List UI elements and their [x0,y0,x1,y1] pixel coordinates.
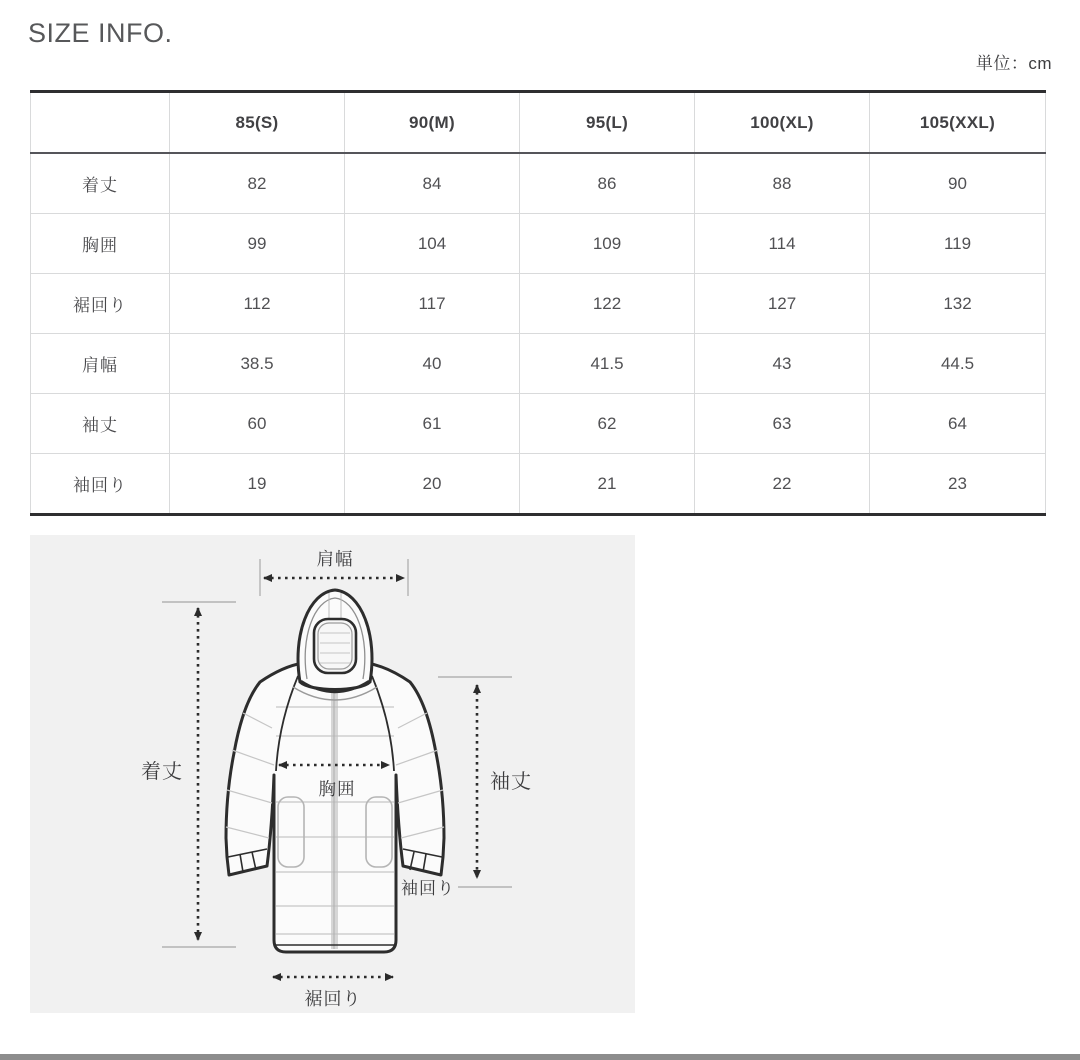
cell-value: 22 [695,454,870,515]
sleeve-length-label: 袖丈 [490,771,532,793]
cell-value: 19 [170,454,345,515]
cell-value: 40 [345,334,520,394]
cell-value: 60 [170,394,345,454]
cell-value: 23 [870,454,1046,515]
row-label-sleeve-opening: 袖回り [31,454,170,515]
header-size-105xxl: 105(XXL) [870,92,1046,154]
cell-value: 127 [695,274,870,334]
cell-value: 63 [695,394,870,454]
page-title: SIZE INFO. [28,18,173,48]
size-table-header [31,92,1046,154]
table-row [31,274,1046,334]
coat-measurement-drawing [30,535,635,1013]
cell-value: 38.5 [170,334,345,394]
cell-value: 84 [345,153,520,214]
table-row [31,153,1046,214]
cell-value: 119 [870,214,1046,274]
cell-value: 132 [870,274,1046,334]
body-length-label: 着丈 [141,761,183,783]
cell-value: 104 [345,214,520,274]
cell-value: 114 [695,214,870,274]
table-row [31,214,1046,274]
shoulder-width-label: 肩幅 [316,549,354,569]
cell-value: 44.5 [870,334,1046,394]
cell-value: 88 [695,153,870,214]
header-empty-cell [31,92,170,154]
measurement-diagram [30,535,635,1013]
header-size-100xl: 100(XL) [695,92,870,154]
table-row [31,394,1046,454]
cell-value: 86 [520,153,695,214]
row-label-sleeve-length: 袖丈 [31,394,170,454]
cell-value: 41.5 [520,334,695,394]
size-table [30,90,1046,516]
cell-value: 99 [170,214,345,274]
cell-value: 90 [870,153,1046,214]
table-row [31,334,1046,394]
header-size-95l: 95(L) [520,92,695,154]
cell-value: 122 [520,274,695,334]
cell-value: 64 [870,394,1046,454]
bottom-divider-bar [0,1054,1080,1060]
cell-value: 109 [520,214,695,274]
cell-value: 21 [520,454,695,515]
unit-label: 単位：cm [975,54,1052,73]
sleeve-opening-label: 袖回り [401,879,455,898]
cell-value: 112 [170,274,345,334]
table-header-row [31,92,1046,154]
cell-value: 61 [345,394,520,454]
row-label-shoulder: 肩幅 [31,334,170,394]
header-size-85s: 85(S) [170,92,345,154]
row-label-hem: 裾回り [31,274,170,334]
cell-value: 20 [345,454,520,515]
cell-value: 117 [345,274,520,334]
cell-value: 82 [170,153,345,214]
hem-label: 裾回り [304,989,362,1009]
cell-value: 62 [520,394,695,454]
row-label-length: 着丈 [31,153,170,214]
table-row [31,454,1046,515]
cell-value: 43 [695,334,870,394]
header-size-90m: 90(M) [345,92,520,154]
row-label-chest: 胸囲 [31,214,170,274]
chest-label: 胸囲 [318,779,356,799]
